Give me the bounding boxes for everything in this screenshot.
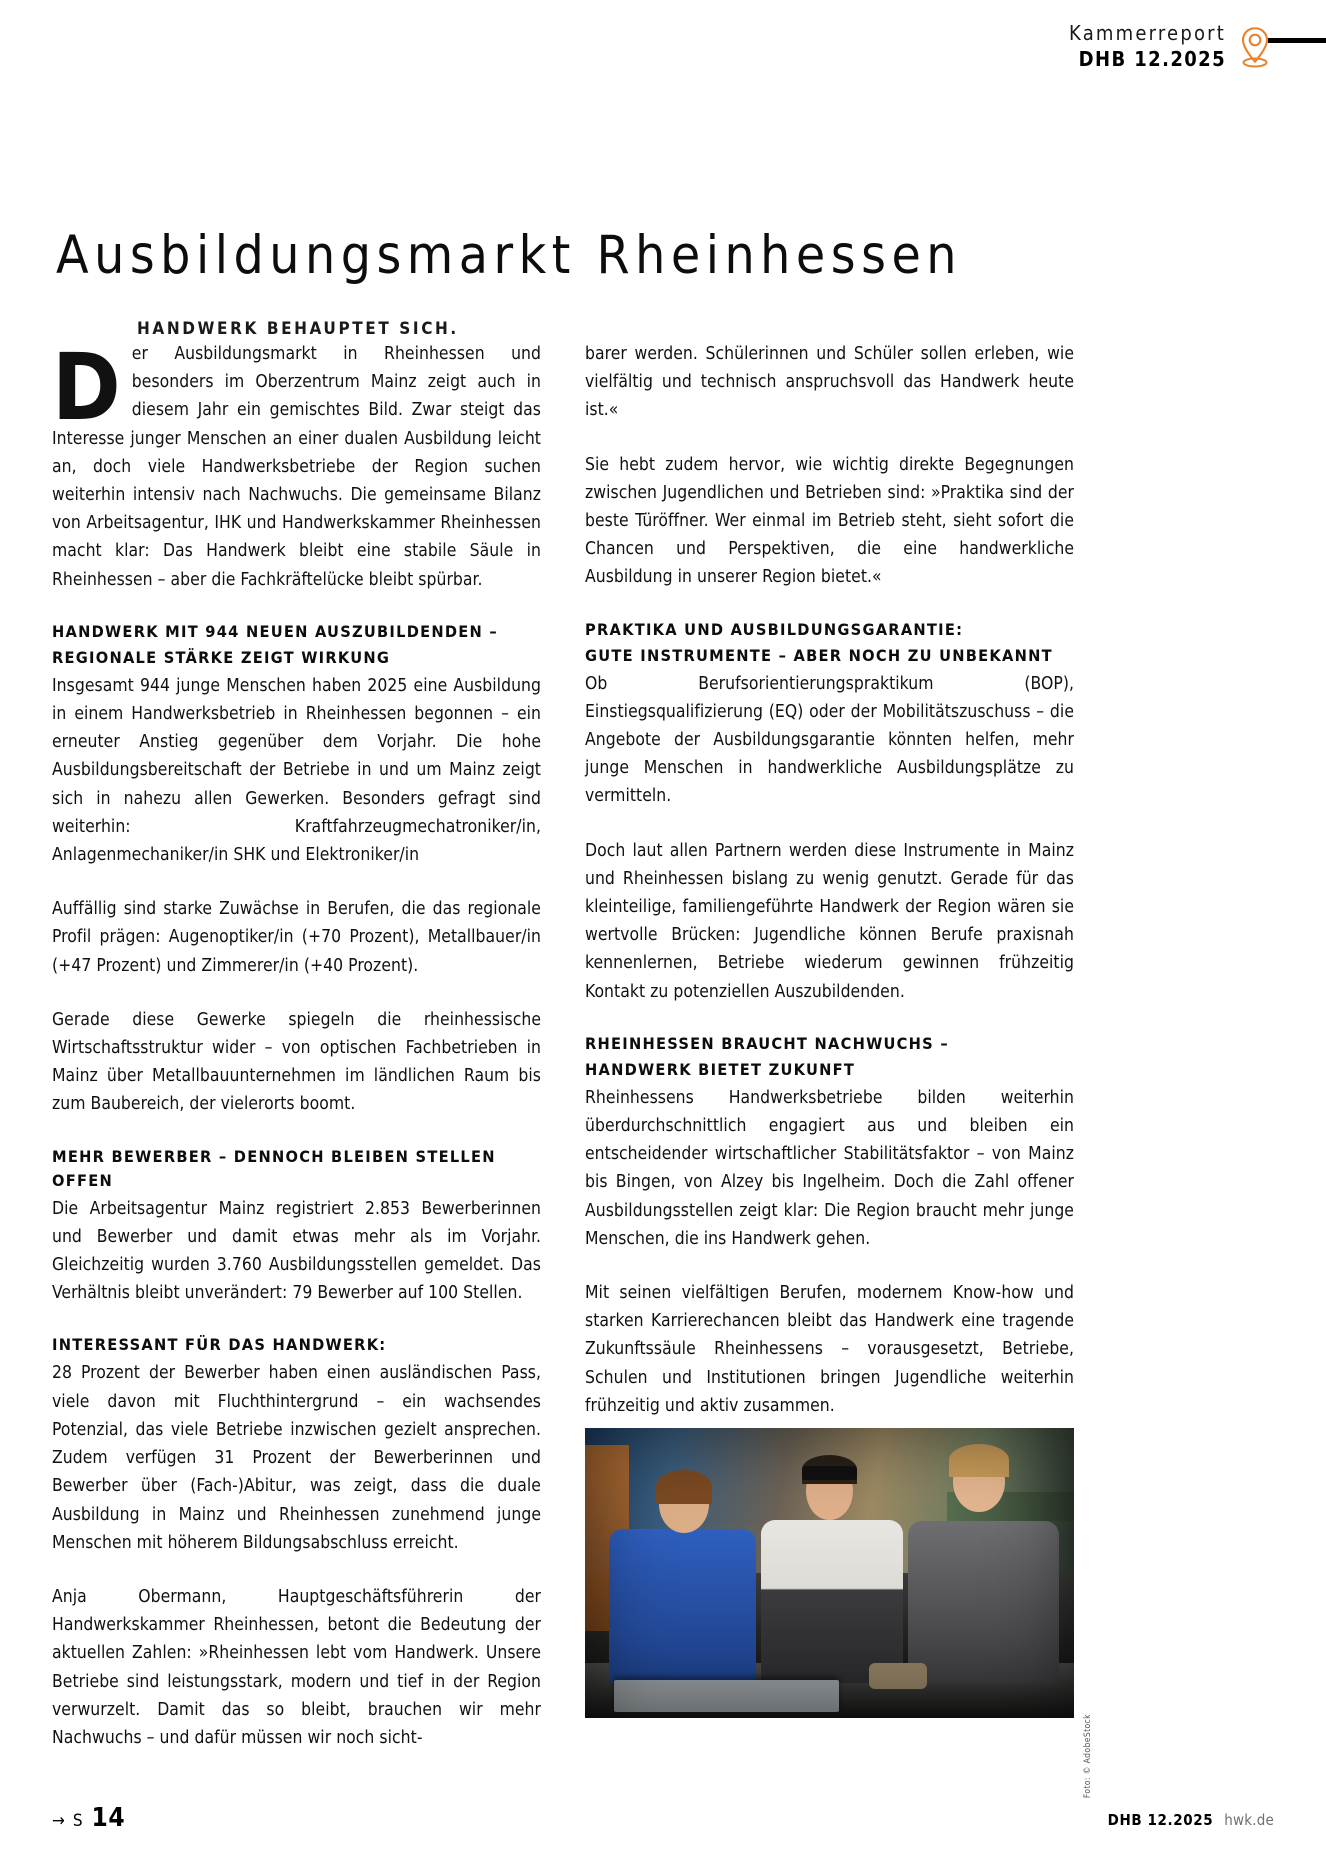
paragraph-zukunftssaeule: Mit seinen vielfältigen Berufen, modernem Know-how und starken Karrierechancen bleibt das Handwerk eine tragende Zukunftssäule Rheinhessens – vorausgesetzt, Betriebe, Schulen und Institutionen bringen Jugendliche weiterhin frühzeitig und aktiv zusammen. <box>585 1283 1074 1416</box>
page-header <box>0 0 1326 100</box>
paragraph-obermann-zitat: Anja Obermann, Hauptgeschäftsführerin der Handwerkskammer Rheinhessen, betont die Bedeutung der aktuellen Zahlen: »Rheinhessen lebt vom Handwerk. Unsere Betriebe sind leistungsstark, modern und tief in der Region verwurzelt. Damit das so bleibt, brauchen wir mehr Nachwuchs – und dafür müssen wir noch sicht- <box>52 1586 541 1748</box>
paragraph-begegnungen: Sie hebt zudem hervor, wie wichtig direkte Begegnungen zwischen Jugendlichen und Betrieben sind: »Praktika sind der beste Türöffner. Wer einmal im Betrieb steht, sieht sofort die Chancen und Perspektiven, die eine handwerkliche Ausbildung in unserer Region bietet.« <box>585 454 1074 588</box>
header-kammerreport-label: Kammerreport <box>1069 21 1226 45</box>
article-photo-wrap <box>585 1428 1093 1799</box>
footer-url-link[interactable]: hwk.de <box>1224 1811 1274 1829</box>
right-column <box>585 340 1093 1799</box>
arrow-right-icon: → <box>52 1811 65 1831</box>
heading-nachwuchs-line2: HANDWERK BIETET ZUKUNFT <box>585 1059 856 1079</box>
paragraph-zuwaechse: Auffällig sind starke Zuwächse in Berufen, die das regionale Profil prägen: Augenoptiker/in (+70 Prozent), Metallbauer/in (+47 Prozent) und Zimmerer/in (+40 Prozent). <box>52 899 541 976</box>
footer-imprint <box>1108 1811 1274 1829</box>
heading-interessant: INTERESSANT FÜR DAS HANDWERK: <box>52 1335 387 1355</box>
footer-page-indicator <box>52 1803 125 1833</box>
paragraph-ausbildungsstellen: Rheinhessens Handwerksbetriebe bilden weiterhin überdurchschnittlich engagiert aus und bleiben ein entscheidender wirtschaftlicher Stabilitätsfaktor – von Mainz bis Bingen, von Alzey bis Ingelheim. Doch die Zahl offener Ausbildungsstellen zeigt klar: Die Region braucht mehr junge Menschen, die ins Handwerk gehen. <box>585 1087 1074 1249</box>
paragraph-bop-eq: Ob Berufsorientierungspraktikum (BOP), Einstiegsqualifizierung (EQ) oder der Mobilitätszuschuss – die Angebote der Ausbildungsgarantie könnten helfen, mehr junge Menschen in handwerkliche Ausbildungsplätze zu vermitteln. <box>585 673 1074 807</box>
paragraph-944-azubis: Insgesamt 944 junge Menschen haben 2025 eine Ausbildung in einem Handwerksbetrieb in Rheinhessen begonnen – ein erneuter Anstieg gegenüber dem Vorjahr. Die hohe Ausbildungsbereitschaft der Betriebe in und um Mainz zeigt sich in nahezu allen Gewerken. Besonders gefragt sind weiterhin: Kraftfahrzeugmechatroniker/in, Anlagenmechaniker/in SHK und Elektroniker/in <box>52 675 541 866</box>
paragraph-instrumente: Doch laut allen Partnern werden diese Instrumente in Mainz und Rheinhessen bislang zu wenig genutzt. Gerade für das kleinteilige, familiengeführte Handwerk der Region wären sie wertvolle Brücken: Jugendliche können Berufe praxisnah kennenlernen, Betriebe wiederum gewinnen frühzeitig Kontakt zu potenziellen Auszubildenden. <box>585 840 1074 1002</box>
paragraph-arbeitsagentur: Die Arbeitsagentur Mainz registriert 2.853 Bewerberinnen und Bewerber und damit etwas mehr als im Vorjahr. Gleichzeitig wurden 3.760 Ausbildungsstellen gemeldet. Das Verhältnis bleibt unverändert: 79 Bewerber auf 100 Stellen. <box>52 1198 541 1304</box>
header-issue-label: DHB 12.2025 <box>1078 46 1226 71</box>
heading-praktika-line1: PRAKTIKA UND AUSBILDUNGSGARANTIE: <box>585 619 964 639</box>
article-photo <box>585 1428 1074 1718</box>
page-title: Ausbildungsmarkt Rheinhessen <box>56 224 963 286</box>
article-columns <box>52 334 1274 1799</box>
heading-handwerk-944-line1: HANDWERK MIT 944 NEUEN AUSZUBILDENDEN – <box>52 621 498 641</box>
header-brand <box>1069 22 1274 71</box>
header-text-block <box>1069 22 1226 71</box>
heading-nachwuchs-line1: RHEINHESSEN BRAUCHT NACHWUCHS – <box>585 1033 949 1053</box>
page-subtitle: HANDWERK BEHAUPTET SICH. <box>137 318 459 339</box>
left-column <box>52 334 541 1752</box>
intro-paragraph: Der Ausbildungsmarkt in Rheinhessen und besonders im Oberzentrum Mainz zeigt auch in diesem Jahr ein gemischtes Bild. Zwar steigt das Interesse junger Menschen an einer dualen Ausbildung leicht an, doch viele Handwerksbetriebe der Region suchen weiterhin intensiv nach Nachwuchs. Die gemeinsame Bilanz von Arbeitsagentur, IHK und Handwerkskammer Rheinhessen macht klar: Das Handwerk bleibt eine stabile Säule in Rheinhessen – aber die Fachkräftelücke bleibt spürbar. <box>52 334 541 590</box>
paragraph-bewerberprofil: 28 Prozent der Bewerber haben einen ausländischen Pass, viele davon mit Fluchthintergrund – ein wachsendes Potenzial, das viele Betriebe inzwischen gezielt ansprechen. Zudem verfügen 31 Prozent der Bewerberinnen und Bewerber über (Fach-)Abitur, was zeigt, dass die duale Ausbildung in Mainz und Rheinhessen zunehmend junge Menschen mit höherem Bildungsabschluss erreicht. <box>52 1363 541 1553</box>
page-footer <box>52 1801 1274 1833</box>
header-rule <box>1268 38 1326 43</box>
paragraph-sichtbarer: barer werden. Schülerinnen und Schüler sollen erleben, wie vielfältig und technisch anspruchsvoll das Handwerk heute ist.« <box>585 344 1074 421</box>
paragraph-gewerke: Gerade diese Gewerke spiegeln die rheinhessische Wirtschaftsstruktur wider – von optischen Fachbetrieben in Mainz über Metallbauunternehmen im ländlichen Raum bis zum Baubereich, der vielerorts boomt. <box>52 1009 541 1115</box>
heading-praktika-line2: GUTE INSTRUMENTE – ABER NOCH ZU UNBEKANNT <box>585 645 1053 665</box>
heading-handwerk-944-line2: REGIONALE STÄRKE ZEIGT WIRKUNG <box>52 647 391 667</box>
photo-credit: Foto: © AdobeStock <box>1083 1714 1093 1799</box>
heading-mehr-bewerber: MEHR BEWERBER – DENNOCH BLEIBEN STELLEN OFFEN <box>52 1146 496 1190</box>
footer-page-prefix: S <box>72 1811 84 1831</box>
title-block <box>56 192 1274 339</box>
location-pin-icon <box>1236 25 1274 69</box>
footer-page-number: 14 <box>91 1803 126 1833</box>
footer-issue-label: DHB 12.2025 <box>1107 1811 1214 1829</box>
